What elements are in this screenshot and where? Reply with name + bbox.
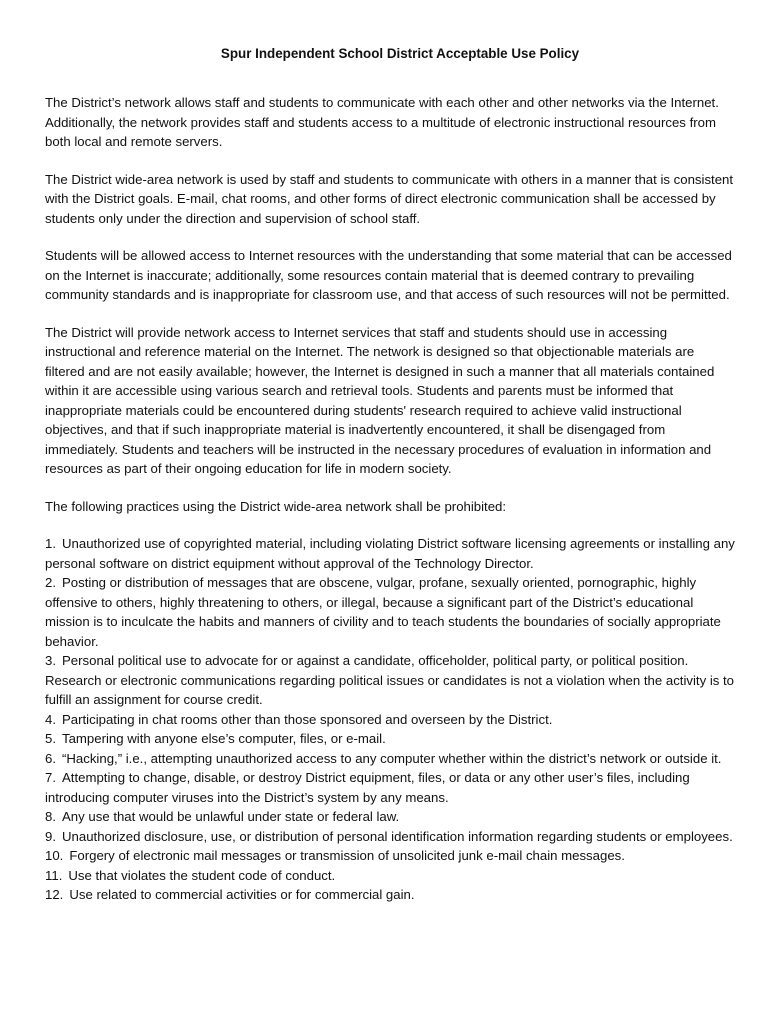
list-text: Personal political use to advocate for or against a candidate, officeholder, political party, or political position. Research or electronic communications regarding political issues or candidates is not a violation when the activity is to fulfill an assignment for course credit.: [45, 653, 735, 707]
list-item: [45, 846, 737, 866]
list-item: [45, 827, 737, 847]
prohibited-practices-list: [45, 534, 737, 905]
list-number: 5.: [45, 731, 56, 746]
list-item: [45, 573, 737, 651]
list-text: Participating in chat rooms other than those sponsored and overseen by the District.: [62, 711, 553, 727]
list-item: [45, 534, 737, 573]
list-text: Use related to commercial activities or for commercial gain.: [69, 887, 415, 902]
list-number: 4.: [45, 711, 56, 727]
paragraph: The District’s network allows staff and students to communicate with each other and other networks via the Internet. Additionally, the network provides staff and students access to a multitude of electronic instructional resources from both local and remote servers.: [45, 95, 719, 149]
list-text: Unauthorized disclosure, use, or distribution of personal identification information regarding students or employees.: [62, 828, 733, 844]
list-number: 11.: [45, 867, 63, 883]
list-text: Forgery of electronic mail messages or transmission of unsolicited junk e-mail chain messages.: [69, 848, 625, 863]
list-number: 7.: [45, 770, 56, 785]
page-title: Spur Independent School District Acceptable Use Policy: [220, 46, 580, 61]
paragraph: The following practices using the District wide-area network shall be prohibited:: [45, 498, 507, 514]
list-number: 8.: [45, 809, 56, 824]
list-number: 2.: [45, 575, 56, 590]
list-text: Posting or distribution of messages that are obscene, vulgar, profane, sexually oriented, pornographic, highly offensive to others, highly threatening to others, or illegal, because a significant part of the District’s educational mission is to inculcate the habits and manners of civility and to teach students the boundaries of socially appropriate behavior.: [45, 575, 721, 649]
list-number: 9.: [45, 828, 56, 844]
list-text: Use that violates the student code of conduct.: [68, 867, 336, 883]
paragraph: The District will provide network access to Internet services that staff and students should use in accessing instructional and reference material on the Internet. The network is designed so that objectionable materials are filtered and are not easily available; however, the Internet is designed in such a manner that all materials contained within it are accessible using various search and retrieval tools. Students and parents must be informed that inappropriate materials could be encountered during students' research required to achieve valid instructional objectives, and that if such inappropriate material is inadvertently encountered, it shall be disengaged from immediately. Students and teachers will be instructed in the necessary procedures of evaluation in information and resources as part of their ongoing education for life in modern society.: [45, 324, 715, 476]
list-number: 6.: [45, 750, 56, 766]
list-number: 12.: [45, 887, 64, 902]
list-text: Unauthorized use of copyrighted material, including violating District software licensing agreements or installing any personal software on district equipment without approval of the Technology Director.: [45, 536, 735, 571]
list-item: [45, 866, 737, 886]
list-number: 3.: [45, 653, 56, 668]
list-item: [45, 885, 737, 905]
list-item: [45, 651, 737, 710]
paragraph: The District wide-area network is used by staff and students to communicate with others in a manner that is consistent with the District goals. E-mail, chat rooms, and other forms of direct electronic communication shall be accessed by students only under the direction and supervision of school staff.: [45, 171, 734, 226]
list-item: [45, 768, 737, 807]
list-text: Attempting to change, disable, or destroy District equipment, files, or data or any other user’s files, including introducing computer viruses into the District’s system by any means.: [45, 770, 690, 805]
list-text: Tampering with anyone else’s computer, files, or e-mail.: [62, 731, 386, 746]
list-number: 10.: [45, 848, 64, 863]
list-text: Any use that would be unlawful under state or federal law.: [62, 809, 400, 824]
document-page: [45, 44, 737, 905]
list-item: [45, 729, 737, 749]
list-text: “Hacking,” i.e., attempting unauthorized access to any computer whether within the district’s network or outside it.: [62, 750, 722, 766]
list-number: 1.: [45, 536, 56, 551]
list-item: [45, 710, 737, 730]
list-item: [45, 749, 737, 769]
list-item: [45, 807, 737, 827]
paragraph: Students will be allowed access to Internet resources with the understanding that some material that can be accessed on the Internet is inaccurate; additionally, some resources contain material that is deemed contrary to prevailing community standards and is inappropriate for classroom use, and that access of such resources will not be permitted.: [45, 248, 732, 302]
